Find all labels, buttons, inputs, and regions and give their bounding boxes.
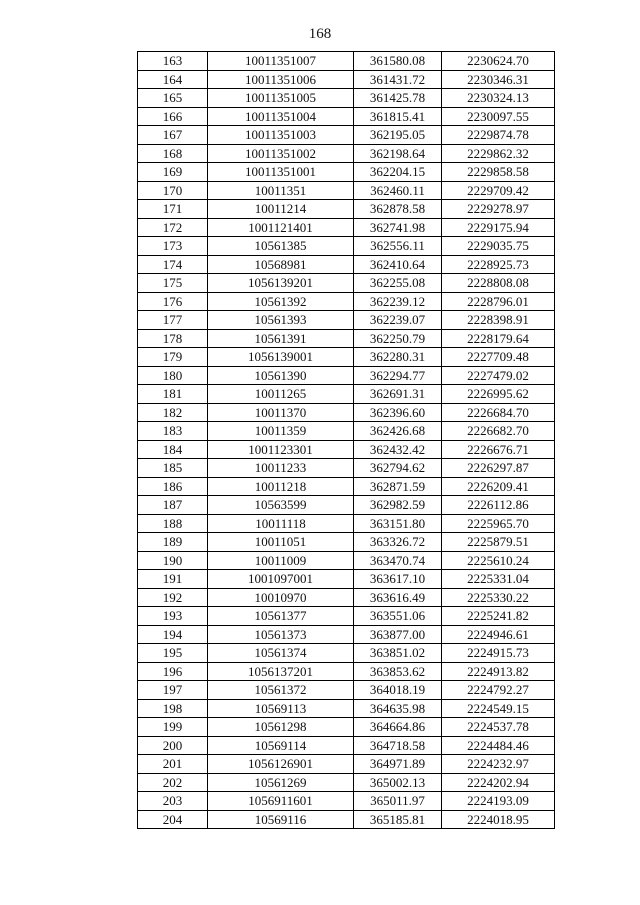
point-number-cell: 166 bbox=[138, 107, 208, 126]
table-row bbox=[138, 496, 555, 515]
y-coordinate-cell: 2224537.78 bbox=[442, 718, 555, 737]
point-id-cell: 1056139001 bbox=[208, 348, 354, 367]
point-number-cell: 197 bbox=[138, 681, 208, 700]
point-number-cell: 198 bbox=[138, 699, 208, 718]
x-coordinate-cell: 362794.62 bbox=[354, 459, 442, 478]
table-row bbox=[138, 89, 555, 108]
x-coordinate-cell: 362741.98 bbox=[354, 218, 442, 237]
point-id-cell: 10569113 bbox=[208, 699, 354, 718]
point-id-cell: 10011265 bbox=[208, 385, 354, 404]
point-number-cell: 182 bbox=[138, 403, 208, 422]
point-number-cell: 204 bbox=[138, 810, 208, 829]
point-number-cell: 183 bbox=[138, 422, 208, 441]
y-coordinate-cell: 2228179.64 bbox=[442, 329, 555, 348]
y-coordinate-cell: 2225965.70 bbox=[442, 514, 555, 533]
x-coordinate-cell: 362195.05 bbox=[354, 126, 442, 145]
x-coordinate-cell: 361425.78 bbox=[354, 89, 442, 108]
x-coordinate-cell: 364635.98 bbox=[354, 699, 442, 718]
point-number-cell: 180 bbox=[138, 366, 208, 385]
point-id-cell: 10011214 bbox=[208, 200, 354, 219]
table-row bbox=[138, 311, 555, 330]
x-coordinate-cell: 362426.68 bbox=[354, 422, 442, 441]
x-coordinate-cell: 362556.11 bbox=[354, 237, 442, 256]
point-number-cell: 195 bbox=[138, 644, 208, 663]
x-coordinate-cell: 362432.42 bbox=[354, 440, 442, 459]
point-id-cell: 10011359 bbox=[208, 422, 354, 441]
x-coordinate-cell: 363877.00 bbox=[354, 625, 442, 644]
x-coordinate-cell: 363470.74 bbox=[354, 551, 442, 570]
x-coordinate-cell: 362871.59 bbox=[354, 477, 442, 496]
x-coordinate-cell: 363851.02 bbox=[354, 644, 442, 663]
point-number-cell: 181 bbox=[138, 385, 208, 404]
point-number-cell: 189 bbox=[138, 533, 208, 552]
point-id-cell: 1001097001 bbox=[208, 570, 354, 589]
x-coordinate-cell: 361580.08 bbox=[354, 52, 442, 71]
x-coordinate-cell: 362204.15 bbox=[354, 163, 442, 182]
table-row bbox=[138, 810, 555, 829]
y-coordinate-cell: 2229175.94 bbox=[442, 218, 555, 237]
point-number-cell: 169 bbox=[138, 163, 208, 182]
table-row bbox=[138, 607, 555, 626]
point-id-cell: 10011118 bbox=[208, 514, 354, 533]
point-number-cell: 201 bbox=[138, 755, 208, 774]
x-coordinate-cell: 363326.72 bbox=[354, 533, 442, 552]
point-id-cell: 1056139201 bbox=[208, 274, 354, 293]
x-coordinate-cell: 362396.60 bbox=[354, 403, 442, 422]
x-coordinate-cell: 363551.06 bbox=[354, 607, 442, 626]
x-coordinate-cell: 362239.12 bbox=[354, 292, 442, 311]
x-coordinate-cell: 363616.49 bbox=[354, 588, 442, 607]
point-number-cell: 193 bbox=[138, 607, 208, 626]
y-coordinate-cell: 2225330.22 bbox=[442, 588, 555, 607]
table-row bbox=[138, 255, 555, 274]
point-id-cell: 10561391 bbox=[208, 329, 354, 348]
point-id-cell: 10561269 bbox=[208, 773, 354, 792]
point-id-cell: 1056137201 bbox=[208, 662, 354, 681]
point-number-cell: 186 bbox=[138, 477, 208, 496]
point-id-cell: 10011351003 bbox=[208, 126, 354, 145]
point-number-cell: 171 bbox=[138, 200, 208, 219]
table-row bbox=[138, 126, 555, 145]
point-number-cell: 164 bbox=[138, 70, 208, 89]
point-id-cell: 10561392 bbox=[208, 292, 354, 311]
y-coordinate-cell: 2226112.86 bbox=[442, 496, 555, 515]
y-coordinate-cell: 2228796.01 bbox=[442, 292, 555, 311]
point-number-cell: 200 bbox=[138, 736, 208, 755]
point-number-cell: 196 bbox=[138, 662, 208, 681]
y-coordinate-cell: 2227479.02 bbox=[442, 366, 555, 385]
table-row bbox=[138, 385, 555, 404]
point-id-cell: 1056126901 bbox=[208, 755, 354, 774]
point-id-cell: 10011351006 bbox=[208, 70, 354, 89]
table-row bbox=[138, 718, 555, 737]
y-coordinate-cell: 2226995.62 bbox=[442, 385, 555, 404]
point-number-cell: 185 bbox=[138, 459, 208, 478]
point-id-cell: 10011351001 bbox=[208, 163, 354, 182]
x-coordinate-cell: 363617.10 bbox=[354, 570, 442, 589]
x-coordinate-cell: 363853.62 bbox=[354, 662, 442, 681]
point-number-cell: 187 bbox=[138, 496, 208, 515]
table-row bbox=[138, 348, 555, 367]
table-row bbox=[138, 570, 555, 589]
y-coordinate-cell: 2230624.70 bbox=[442, 52, 555, 71]
point-id-cell: 10011351005 bbox=[208, 89, 354, 108]
y-coordinate-cell: 2230097.55 bbox=[442, 107, 555, 126]
point-number-cell: 199 bbox=[138, 718, 208, 737]
point-id-cell: 1056911601 bbox=[208, 792, 354, 811]
y-coordinate-cell: 2224202.94 bbox=[442, 773, 555, 792]
point-number-cell: 184 bbox=[138, 440, 208, 459]
point-id-cell: 10561372 bbox=[208, 681, 354, 700]
point-id-cell: 10011218 bbox=[208, 477, 354, 496]
point-number-cell: 175 bbox=[138, 274, 208, 293]
point-number-cell: 179 bbox=[138, 348, 208, 367]
table-row bbox=[138, 52, 555, 71]
point-number-cell: 165 bbox=[138, 89, 208, 108]
y-coordinate-cell: 2227709.48 bbox=[442, 348, 555, 367]
table-row bbox=[138, 736, 555, 755]
table-row bbox=[138, 662, 555, 681]
table-row bbox=[138, 144, 555, 163]
table-row bbox=[138, 755, 555, 774]
table-row bbox=[138, 274, 555, 293]
point-number-cell: 170 bbox=[138, 181, 208, 200]
y-coordinate-cell: 2225879.51 bbox=[442, 533, 555, 552]
y-coordinate-cell: 2229278.97 bbox=[442, 200, 555, 219]
point-id-cell: 10561385 bbox=[208, 237, 354, 256]
point-number-cell: 177 bbox=[138, 311, 208, 330]
table-body bbox=[138, 52, 555, 829]
point-id-cell: 10569116 bbox=[208, 810, 354, 829]
y-coordinate-cell: 2226676.71 bbox=[442, 440, 555, 459]
point-id-cell: 10011351007 bbox=[208, 52, 354, 71]
x-coordinate-cell: 363151.80 bbox=[354, 514, 442, 533]
x-coordinate-cell: 365185.81 bbox=[354, 810, 442, 829]
y-coordinate-cell: 2229035.75 bbox=[442, 237, 555, 256]
point-id-cell: 10563599 bbox=[208, 496, 354, 515]
table-row bbox=[138, 644, 555, 663]
table-row bbox=[138, 237, 555, 256]
table-row bbox=[138, 459, 555, 478]
y-coordinate-cell: 2230346.31 bbox=[442, 70, 555, 89]
y-coordinate-cell: 2229709.42 bbox=[442, 181, 555, 200]
table-row bbox=[138, 514, 555, 533]
point-id-cell: 10561373 bbox=[208, 625, 354, 644]
x-coordinate-cell: 364664.86 bbox=[354, 718, 442, 737]
page-number: 168 bbox=[308, 26, 332, 42]
y-coordinate-cell: 2225241.82 bbox=[442, 607, 555, 626]
x-coordinate-cell: 362878.58 bbox=[354, 200, 442, 219]
table-row bbox=[138, 792, 555, 811]
y-coordinate-cell: 2229862.32 bbox=[442, 144, 555, 163]
y-coordinate-cell: 2224018.95 bbox=[442, 810, 555, 829]
table-row bbox=[138, 773, 555, 792]
y-coordinate-cell: 2224915.73 bbox=[442, 644, 555, 663]
x-coordinate-cell: 362239.07 bbox=[354, 311, 442, 330]
point-number-cell: 194 bbox=[138, 625, 208, 644]
table-row bbox=[138, 551, 555, 570]
y-coordinate-cell: 2224946.61 bbox=[442, 625, 555, 644]
coordinates-table bbox=[137, 51, 555, 829]
point-number-cell: 190 bbox=[138, 551, 208, 570]
y-coordinate-cell: 2224792.27 bbox=[442, 681, 555, 700]
x-coordinate-cell: 365002.13 bbox=[354, 773, 442, 792]
y-coordinate-cell: 2224232.97 bbox=[442, 755, 555, 774]
point-id-cell: 10561393 bbox=[208, 311, 354, 330]
point-id-cell: 10011351004 bbox=[208, 107, 354, 126]
table-row bbox=[138, 533, 555, 552]
y-coordinate-cell: 2224913.82 bbox=[442, 662, 555, 681]
table-row bbox=[138, 440, 555, 459]
point-id-cell: 10011351 bbox=[208, 181, 354, 200]
table-row bbox=[138, 699, 555, 718]
table-row bbox=[138, 422, 555, 441]
point-number-cell: 168 bbox=[138, 144, 208, 163]
y-coordinate-cell: 2226682.70 bbox=[442, 422, 555, 441]
y-coordinate-cell: 2228398.91 bbox=[442, 311, 555, 330]
x-coordinate-cell: 364018.19 bbox=[354, 681, 442, 700]
y-coordinate-cell: 2228925.73 bbox=[442, 255, 555, 274]
x-coordinate-cell: 364718.58 bbox=[354, 736, 442, 755]
point-number-cell: 203 bbox=[138, 792, 208, 811]
point-number-cell: 192 bbox=[138, 588, 208, 607]
point-id-cell: 10011009 bbox=[208, 551, 354, 570]
y-coordinate-cell: 2224484.46 bbox=[442, 736, 555, 755]
point-id-cell: 10011051 bbox=[208, 533, 354, 552]
x-coordinate-cell: 362691.31 bbox=[354, 385, 442, 404]
table-row bbox=[138, 292, 555, 311]
point-number-cell: 174 bbox=[138, 255, 208, 274]
point-number-cell: 163 bbox=[138, 52, 208, 71]
x-coordinate-cell: 364971.89 bbox=[354, 755, 442, 774]
x-coordinate-cell: 361815.41 bbox=[354, 107, 442, 126]
point-number-cell: 167 bbox=[138, 126, 208, 145]
point-id-cell: 10561390 bbox=[208, 366, 354, 385]
point-id-cell: 10568981 bbox=[208, 255, 354, 274]
x-coordinate-cell: 362255.08 bbox=[354, 274, 442, 293]
point-number-cell: 188 bbox=[138, 514, 208, 533]
point-number-cell: 173 bbox=[138, 237, 208, 256]
table-row bbox=[138, 181, 555, 200]
x-coordinate-cell: 362280.31 bbox=[354, 348, 442, 367]
point-number-cell: 191 bbox=[138, 570, 208, 589]
y-coordinate-cell: 2229874.78 bbox=[442, 126, 555, 145]
x-coordinate-cell: 362460.11 bbox=[354, 181, 442, 200]
x-coordinate-cell: 362250.79 bbox=[354, 329, 442, 348]
point-id-cell: 10011233 bbox=[208, 459, 354, 478]
point-number-cell: 176 bbox=[138, 292, 208, 311]
table-row bbox=[138, 70, 555, 89]
table-row bbox=[138, 329, 555, 348]
table-row bbox=[138, 366, 555, 385]
table-row bbox=[138, 588, 555, 607]
point-id-cell: 10561377 bbox=[208, 607, 354, 626]
point-number-cell: 202 bbox=[138, 773, 208, 792]
table-row bbox=[138, 625, 555, 644]
y-coordinate-cell: 2230324.13 bbox=[442, 89, 555, 108]
y-coordinate-cell: 2226297.87 bbox=[442, 459, 555, 478]
table-row bbox=[138, 163, 555, 182]
point-id-cell: 1001123301 bbox=[208, 440, 354, 459]
y-coordinate-cell: 2224549.15 bbox=[442, 699, 555, 718]
x-coordinate-cell: 362982.59 bbox=[354, 496, 442, 515]
y-coordinate-cell: 2226209.41 bbox=[442, 477, 555, 496]
table-row bbox=[138, 681, 555, 700]
table-row bbox=[138, 107, 555, 126]
point-id-cell: 10011351002 bbox=[208, 144, 354, 163]
y-coordinate-cell: 2228808.08 bbox=[442, 274, 555, 293]
x-coordinate-cell: 362410.64 bbox=[354, 255, 442, 274]
table-row bbox=[138, 477, 555, 496]
point-number-cell: 172 bbox=[138, 218, 208, 237]
y-coordinate-cell: 2225610.24 bbox=[442, 551, 555, 570]
y-coordinate-cell: 2226684.70 bbox=[442, 403, 555, 422]
point-id-cell: 10561374 bbox=[208, 644, 354, 663]
x-coordinate-cell: 362294.77 bbox=[354, 366, 442, 385]
point-id-cell: 1001121401 bbox=[208, 218, 354, 237]
table-row bbox=[138, 403, 555, 422]
point-id-cell: 10011370 bbox=[208, 403, 354, 422]
table-row bbox=[138, 218, 555, 237]
y-coordinate-cell: 2225331.04 bbox=[442, 570, 555, 589]
point-id-cell: 10010970 bbox=[208, 588, 354, 607]
point-id-cell: 10561298 bbox=[208, 718, 354, 737]
x-coordinate-cell: 365011.97 bbox=[354, 792, 442, 811]
y-coordinate-cell: 2229858.58 bbox=[442, 163, 555, 182]
x-coordinate-cell: 362198.64 bbox=[354, 144, 442, 163]
point-id-cell: 10569114 bbox=[208, 736, 354, 755]
table-row bbox=[138, 200, 555, 219]
point-number-cell: 178 bbox=[138, 329, 208, 348]
x-coordinate-cell: 361431.72 bbox=[354, 70, 442, 89]
y-coordinate-cell: 2224193.09 bbox=[442, 792, 555, 811]
